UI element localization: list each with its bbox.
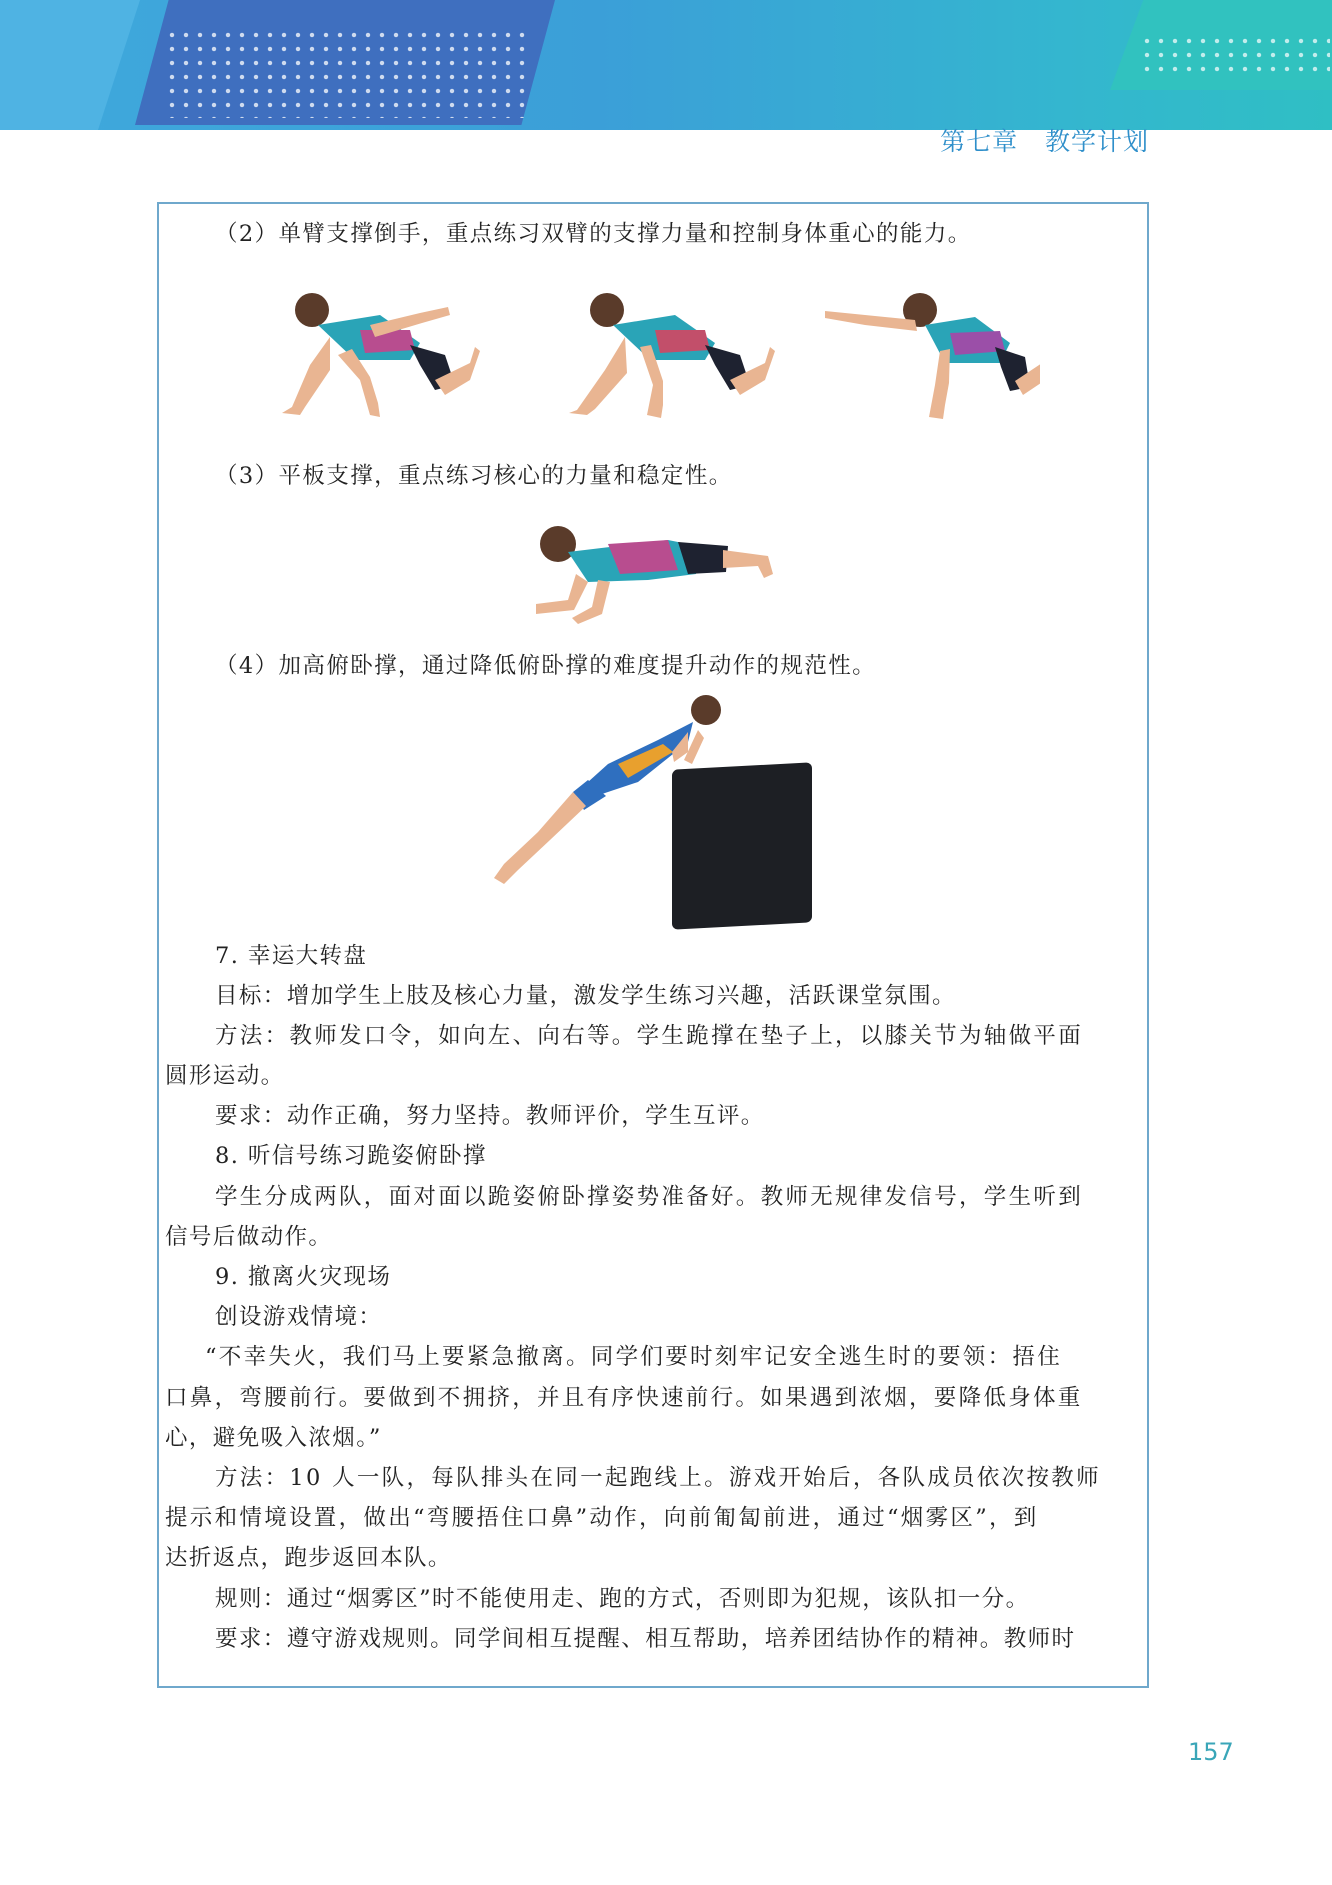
section-7-method-line-2: 圆形运动。 — [165, 1063, 285, 1089]
section-8-title: 8. 听信号练习跪姿俯卧撑 — [215, 1143, 487, 1169]
section-7-title: 7. 幸运大转盘 — [215, 943, 368, 969]
chapter-title: 第七章 教学计划 — [940, 127, 1149, 156]
section-9-scene-label: 创设游戏情境： — [215, 1304, 383, 1330]
single-arm-support-figure-3 — [825, 293, 1040, 419]
section-9-quote-line-1: “不幸失火，我们马上要紧急撤离。同学们要时刻牢记安全逃生时的要领：捂住 — [205, 1344, 1063, 1370]
section-8-text-line-2: 信号后做动作。 — [165, 1224, 333, 1250]
section-9-method-line-1: 方法：10 人一队，每队排头在同一起跑线上。游戏开始后，各队成员依次按教师 — [215, 1465, 1101, 1491]
plank-figure — [536, 526, 773, 624]
exercise-item-2: （2）单臂支撑倒手，重点练习双臂的支撑力量和控制身体重心的能力。 — [215, 221, 972, 247]
section-7-requirement: 要求：动作正确，努力坚持。教师评价，学生互评。 — [215, 1103, 765, 1129]
single-arm-support-photos — [270, 285, 1040, 445]
section-7-goal: 目标：增加学生上肢及核心力量，激发学生练习兴趣，活跃课堂氛围。 — [215, 983, 956, 1009]
section-7-method-line-1: 方法：教师发口令，如向左、向右等。学生跪撑在垫子上，以膝关节为轴做平面 — [215, 1023, 1084, 1049]
page-number: 157 — [1188, 1738, 1234, 1766]
section-8-text-line-1: 学生分成两队，面对面以跪姿俯卧撑姿势准备好。教师无规律发信号，学生听到 — [215, 1184, 1084, 1210]
exercise-item-4: （4）加高俯卧撑，通过降低俯卧撑的难度提升动作的规范性。 — [215, 653, 877, 679]
single-arm-support-figure-1 — [282, 293, 480, 417]
section-9-quote-line-2: 口鼻，弯腰前行。要做到不拥挤，并且有序快速前行。如果遇到浓烟，要降低身体重 — [165, 1385, 1083, 1411]
section-9-quote-line-3: 心，避免吸入浓烟。” — [165, 1425, 382, 1451]
section-9-method-line-3: 达折返点，跑步返回本队。 — [165, 1545, 452, 1571]
exercise-item-3: （3）平板支撑，重点练习核心的力量和稳定性。 — [215, 463, 733, 489]
header-dot-pattern — [165, 28, 525, 118]
plank-photo — [528, 522, 778, 627]
single-arm-support-figure-2 — [569, 293, 775, 418]
section-9-rule: 规则：通过“烟雾区”时不能使用走、跑的方式，否则即为犯规，该队扣一分。 — [215, 1586, 1030, 1612]
section-9-requirement: 要求：遵守游戏规则。同学间相互提醒、相互帮助，培养团结协作的精神。教师时 — [215, 1626, 1076, 1652]
header-dot-pattern-right — [1140, 34, 1330, 78]
header-band — [0, 0, 1332, 130]
incline-pushup-figure — [494, 695, 721, 884]
section-9-title: 9. 撤离火灾现场 — [215, 1264, 392, 1290]
incline-pushup-photo — [488, 692, 728, 912]
section-9-method-line-2: 提示和情境设置，做出“弯腰捂住口鼻”动作，向前匍匐前进，通过“烟雾区”，到 — [165, 1505, 1039, 1531]
